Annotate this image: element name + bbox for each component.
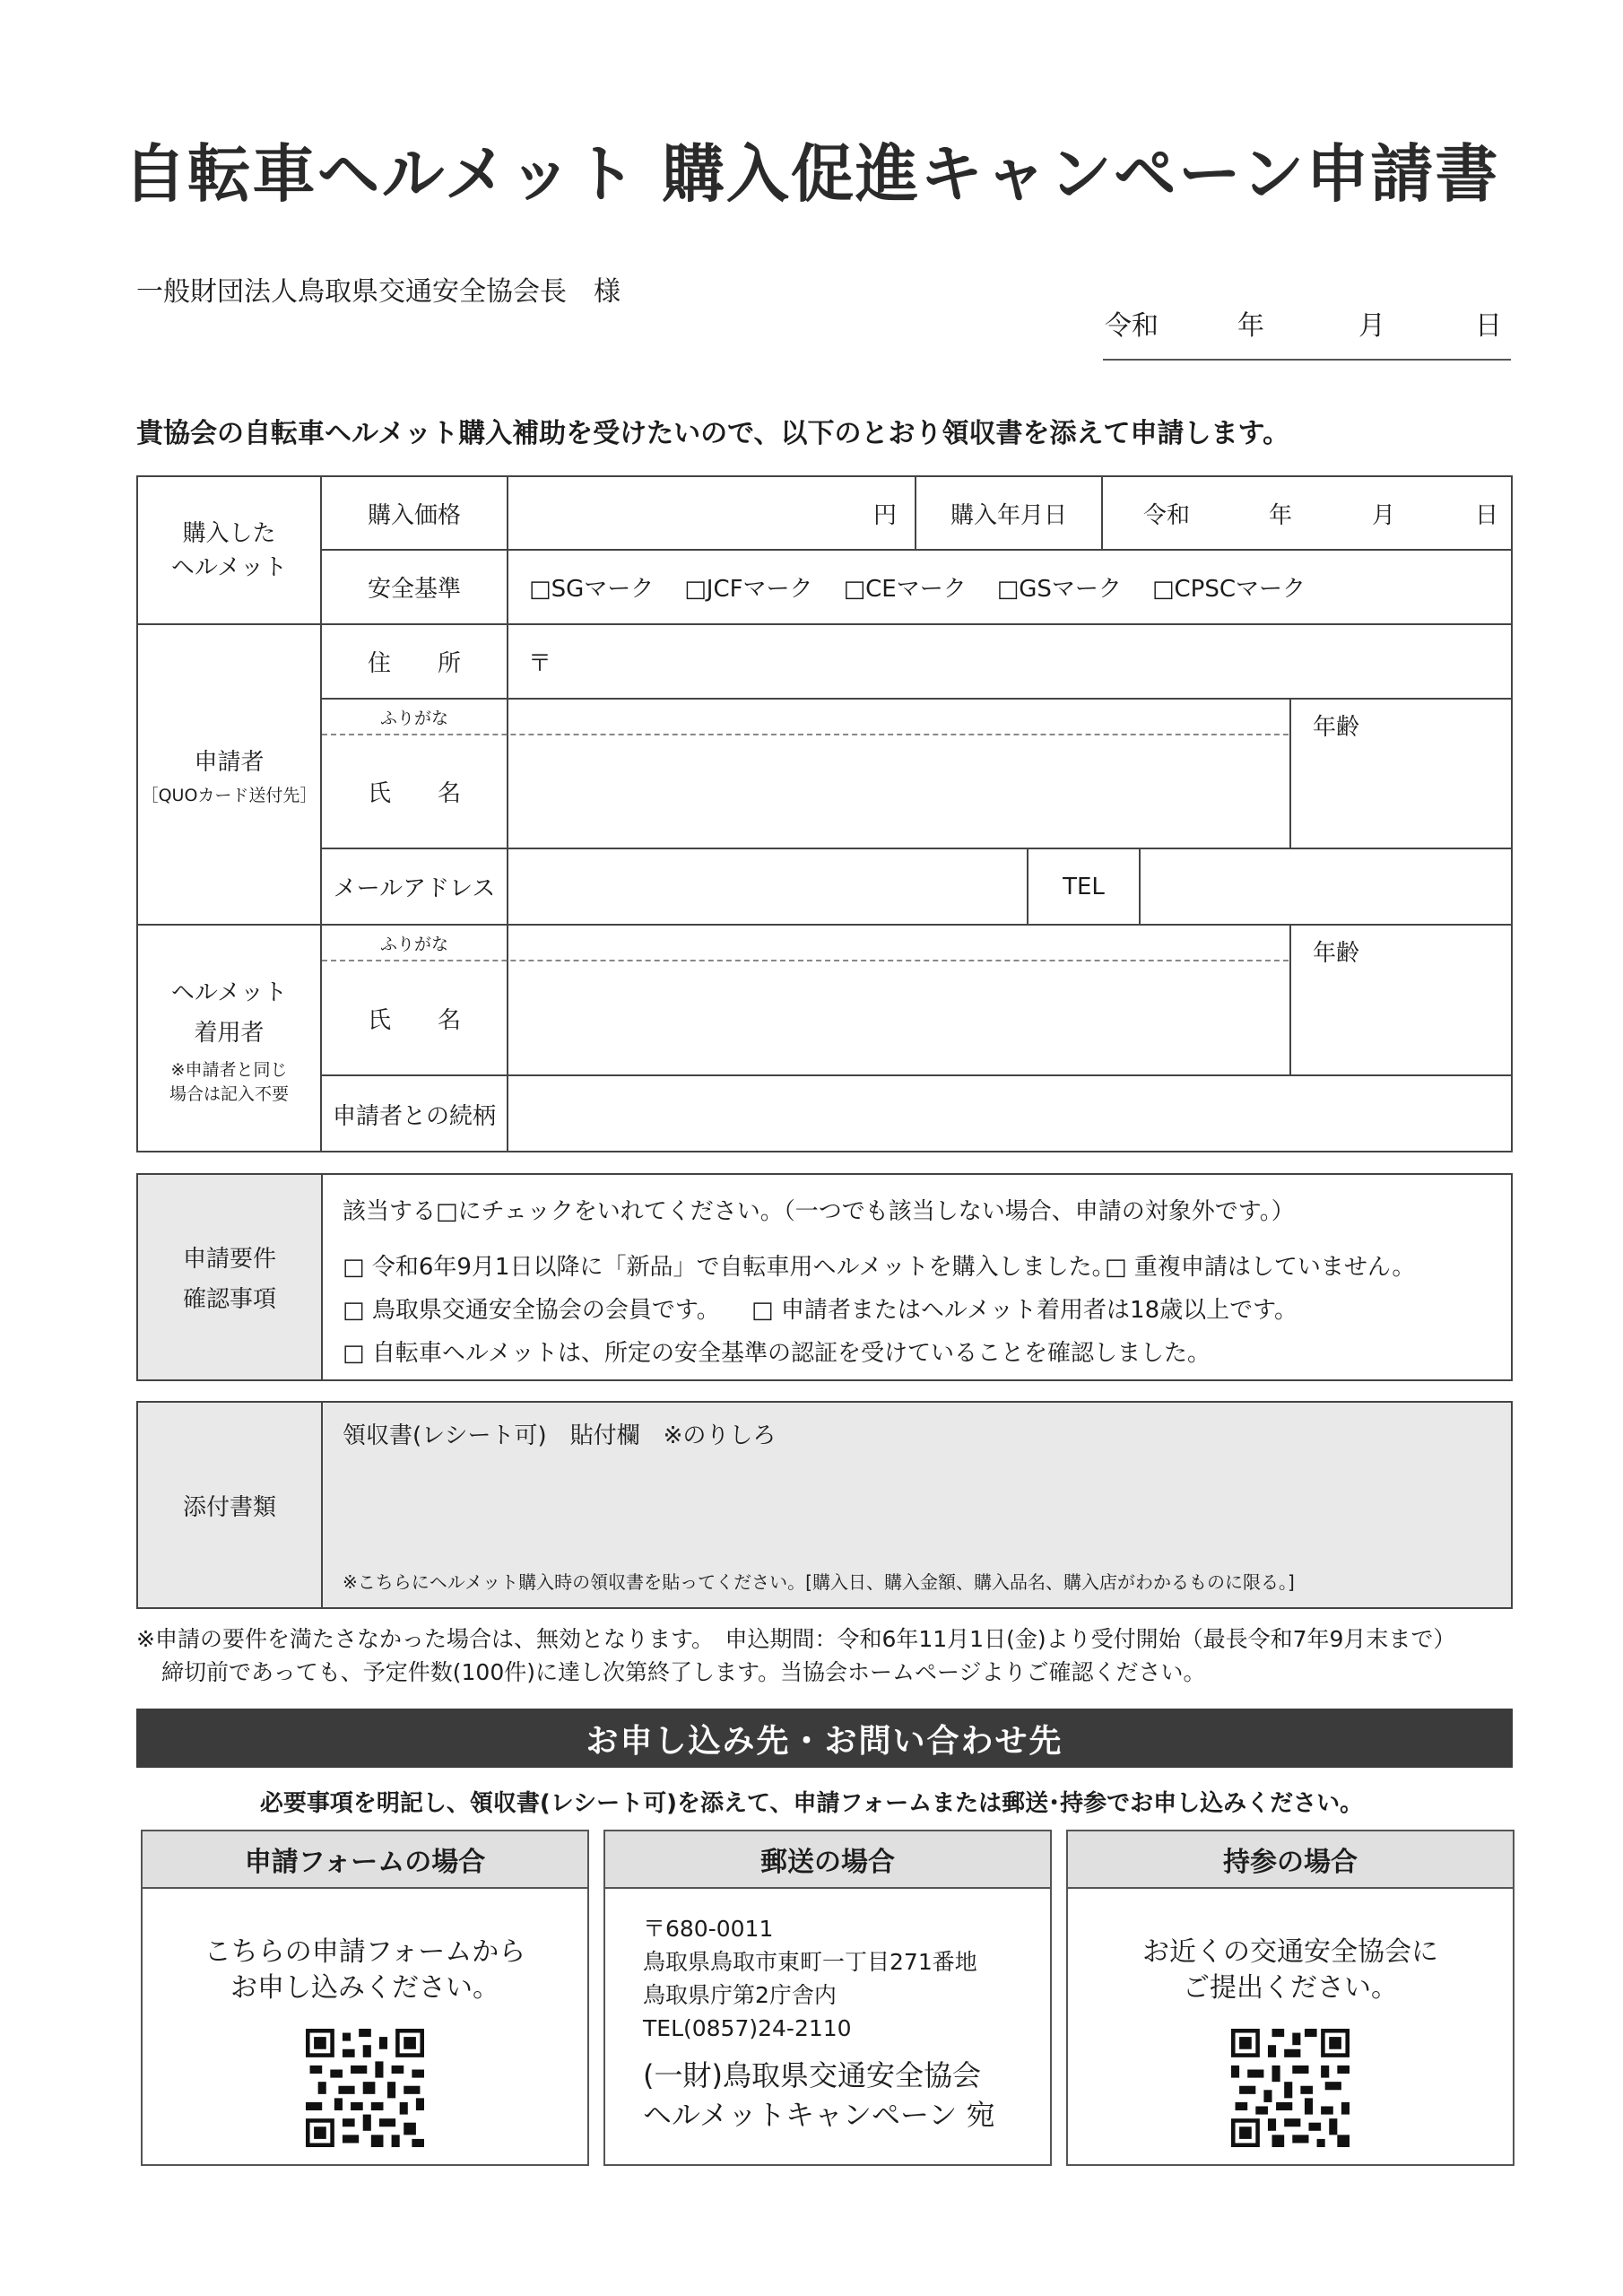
relation-label: 申請者との続柄 — [332, 1103, 496, 1130]
application-date[interactable] — [1103, 303, 1511, 361]
visit-card-text-1: お近くの交通安全協会に — [1142, 1936, 1438, 1968]
mail-department: ヘルメットキャンペーン 宛 — [643, 2098, 995, 2132]
relation-input[interactable] — [508, 1076, 1513, 1152]
postal-mark: 〒 — [528, 650, 552, 677]
wearer-note-2: 場合は記入不要 — [169, 1083, 289, 1104]
email-input[interactable] — [508, 849, 1027, 924]
form-card-text-2: お申し込みください。 — [230, 1972, 499, 2004]
requirement-member-checkbox[interactable]: □ 鳥取県交通安全協会の会員です。 — [343, 1297, 720, 1324]
wearer-section — [138, 926, 320, 1152]
visit-card — [1066, 1830, 1515, 2166]
intro-text: 貴協会の自転車ヘルメット購入補助を受けたいので、以下のとおり領収書を添えて申請します。 — [136, 418, 1290, 449]
mail-address-2: 鳥取県庁第2庁舎内 — [643, 1982, 837, 2008]
standard-label: 安全基準 — [367, 576, 461, 603]
price-input[interactable] — [508, 477, 915, 549]
wearer-furigana-input[interactable] — [508, 926, 1289, 960]
notes-line-2: 締切前であっても、予定件数(100件)に達し次第終了します。当協会ホームページよりご確認ください。 — [161, 1659, 1206, 1685]
contact-subline: 必要事項を明記し、領収書(レシート可)を添えて、申請フォームまたは郵送･持参でお申し込みください。 — [259, 1790, 1364, 1817]
standard-sg-checkbox[interactable]: □SGマーク — [529, 576, 655, 603]
date-day: 日 — [1475, 310, 1502, 342]
applicant-age-input[interactable] — [1291, 700, 1513, 848]
contact-banner: お申し込み先・お問い合わせ先 — [136, 1709, 1513, 1768]
wearer-name-label: 氏 名 — [367, 1006, 461, 1034]
visit-card-text-2: ご提出ください。 — [1183, 1972, 1398, 2004]
price-label: 購入価格 — [367, 501, 461, 529]
wearer-age-label: 年齢 — [1313, 940, 1360, 967]
association-list-qr-icon[interactable] — [1231, 2029, 1350, 2147]
date-year: 年 — [1237, 310, 1264, 342]
email-label: メールアドレス — [333, 875, 496, 902]
yen-label: 円 — [872, 501, 897, 529]
requirements-label — [138, 1175, 323, 1379]
receipt-heading: 領収書(レシート可) 貼付欄 ※のりしろ — [343, 1422, 777, 1449]
form-card-text-1: こちらの申請フォームから — [204, 1936, 526, 1968]
requirements-instruction: 該当する□にチェックをいれてください。（一つでも該当しない場合、申請の対象外です。） — [343, 1198, 1295, 1225]
tel-input[interactable] — [1141, 849, 1513, 924]
wearer-furigana-label: ふりがな — [379, 934, 448, 954]
mail-postal-code: 〒680-0011 — [643, 1916, 774, 1942]
requirements-label-2: 確認事項 — [182, 1286, 276, 1313]
wearer-name-input[interactable] — [508, 961, 1289, 1074]
requirements-label-1: 申請要件 — [182, 1246, 276, 1273]
wearer-section-label-2: 着用者 — [194, 1019, 265, 1047]
standard-gs-checkbox[interactable]: □GSマーク — [996, 576, 1122, 603]
notes-line-1: ※申請の要件を満たさなかった場合は、無効となります。 申込期間：令和6年11月1日(金)より受付開始（最長令和7年9月末まで） — [136, 1626, 1456, 1652]
mail-organization: (一財)鳥取県交通安全協会 — [643, 2058, 981, 2092]
requirement-no-duplicate-checkbox[interactable]: □ 重複申請はしていません。 — [1105, 1254, 1416, 1281]
mail-card — [603, 1830, 1052, 2166]
applicant-name-input[interactable] — [508, 735, 1289, 848]
requirement-new-purchase-checkbox[interactable]: □ 令和6年9月1日以降に「新品」で自転車用ヘルメットを購入しました。 — [343, 1254, 1115, 1281]
visit-card-heading: 持参の場合 — [1068, 1831, 1513, 1889]
wearer-section-label-1: ヘルメット — [170, 978, 288, 1006]
wearer-age-input[interactable] — [1291, 926, 1513, 1074]
applicant-section — [138, 625, 320, 924]
applicant-furigana-input[interactable] — [508, 700, 1289, 734]
purchase-date-label: 購入年月日 — [950, 501, 1067, 529]
standard-ce-checkbox[interactable]: □CEマーク — [843, 576, 967, 603]
date-month: 月 — [1358, 310, 1385, 342]
applicant-age-label: 年齢 — [1313, 714, 1360, 741]
applicant-section-label: 申請者 — [194, 748, 265, 776]
applicant-note: ［QUOカード送付先］ — [141, 785, 317, 805]
page-title: 自転車ヘルメット 購入促進キャンペーン申請書 — [123, 137, 1500, 211]
form-card — [141, 1830, 589, 2166]
receipt-note: ※こちらにヘルメット購入時の領収書を貼ってください。[購入日、購入金額、購入品名、購入店がわかるものに限る。] — [343, 1571, 1295, 1593]
applicant-name-label: 氏 名 — [367, 780, 461, 807]
requirement-standard-checkbox[interactable]: □ 自転車ヘルメットは、所定の安全基準の認証を受けていることを確認しました。 — [343, 1340, 1211, 1367]
mail-card-heading: 郵送の場合 — [605, 1831, 1050, 1889]
applicant-furigana-label: ふりがな — [379, 708, 448, 728]
requirement-age-checkbox[interactable]: □ 申請者またはヘルメット着用者は18歳以上です。 — [751, 1297, 1298, 1324]
date-era: 令和 — [1105, 310, 1159, 342]
wearer-note-1: ※申請者と同じ — [170, 1059, 288, 1080]
address-input[interactable] — [508, 625, 1513, 698]
purchase-era: 令和 — [1143, 501, 1191, 529]
helmet-section-label: 購入した ヘルメット — [170, 519, 288, 581]
standard-cpsc-checkbox[interactable]: □CPSCマーク — [1151, 576, 1306, 603]
addressee: 一般財団法人鳥取県交通安全協会長 様 — [136, 276, 621, 308]
tel-label: TEL — [1063, 873, 1105, 900]
purchase-date-input[interactable] — [1103, 477, 1513, 549]
address-label: 住 所 — [367, 650, 461, 677]
purchase-day: 日 — [1475, 501, 1499, 529]
purchase-year: 年 — [1269, 501, 1293, 529]
attachments-label: 添付書類 — [138, 1403, 323, 1607]
purchase-month: 月 — [1372, 501, 1396, 529]
mail-address-1: 鳥取県鳥取市東町一丁目271番地 — [643, 1949, 977, 1975]
standards-list — [529, 551, 1506, 623]
standard-jcf-checkbox[interactable]: □JCFマーク — [684, 576, 813, 603]
form-card-heading: 申請フォームの場合 — [143, 1831, 587, 1889]
mail-tel: TEL(0857)24-2110 — [643, 2015, 852, 2041]
application-form-qr-icon[interactable] — [306, 2029, 424, 2147]
